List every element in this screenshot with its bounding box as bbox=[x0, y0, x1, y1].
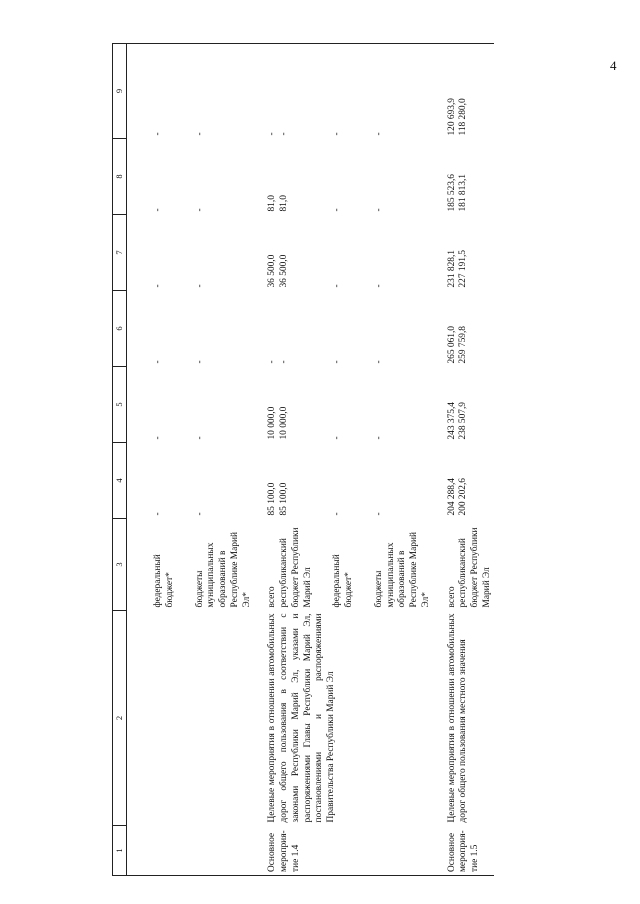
value-cell: 85 100,0 bbox=[279, 482, 289, 516]
value-cell: - bbox=[194, 284, 205, 288]
activity-label: Основное мероприя-тие 1.4 bbox=[267, 826, 432, 876]
activity-description: Целевые мероприятия в отношении автомобильных дорог общего пользования в соответствии с законами Республики Марий Эл, указами и распоряжениями Главы Республики Марий Эл, постановлениями и распоряжениями Правительства Республики Марий Эл bbox=[267, 613, 336, 823]
value-cell: 185 523,6 bbox=[446, 174, 457, 212]
value-cell: 265 061,0 bbox=[446, 326, 457, 364]
table-row bbox=[177, 44, 254, 876]
value-cell: 85 100,0 bbox=[267, 482, 278, 516]
funding-source: всего bbox=[446, 586, 457, 608]
value-cell: 81,0 bbox=[267, 195, 278, 212]
value-cell: 36 500,0 bbox=[279, 254, 289, 288]
value-cell: 81,0 bbox=[279, 195, 289, 212]
value-cell: - bbox=[332, 436, 343, 440]
funding-source: бюджеты муниципальных образований в Республике Марий Эл* bbox=[194, 531, 252, 608]
value-cell: - bbox=[194, 208, 205, 212]
column-header: 1 bbox=[113, 826, 127, 876]
value-cell: 10 000,0 bbox=[267, 406, 278, 440]
table-row bbox=[135, 44, 177, 876]
value-cell: - bbox=[153, 512, 163, 516]
column-header: 9 bbox=[113, 44, 127, 139]
activity-description: Целевые мероприятия в отношении автомобильных дорог общего пользования местного значения bbox=[446, 613, 469, 823]
value-cell: - bbox=[356, 44, 433, 139]
value-cell: 10 000,0 bbox=[279, 406, 289, 440]
value-cell: 120 693,9 bbox=[447, 44, 459, 139]
value-cell: - bbox=[194, 360, 205, 364]
table-row bbox=[447, 44, 459, 876]
column-header: 6 bbox=[113, 291, 127, 367]
value-cell: 36 500,0 bbox=[267, 254, 278, 288]
column-header: 4 bbox=[113, 443, 127, 519]
value-cell: - bbox=[373, 208, 384, 212]
funding-source: республиканский бюджет Республики Марий Эл bbox=[279, 527, 313, 608]
value-cell: - bbox=[135, 44, 177, 139]
funding-source: федеральный бюджет* bbox=[153, 554, 175, 608]
rotated-table-container bbox=[112, 44, 528, 876]
value-cell: 204 288,4 bbox=[446, 478, 457, 516]
value-cell: 227 191,5 bbox=[458, 250, 469, 288]
value-cell: - bbox=[279, 360, 289, 364]
value-cell: - bbox=[332, 512, 343, 516]
value-cell: 259 759,8 bbox=[458, 326, 469, 364]
value-cell: 238 507,9 bbox=[458, 402, 469, 440]
value-cell: - bbox=[153, 284, 163, 288]
value-cell: - bbox=[279, 44, 314, 139]
funding-source: федеральный бюджет* bbox=[332, 554, 354, 608]
value-cell: - bbox=[194, 436, 205, 440]
value-cell: - bbox=[373, 360, 384, 364]
value-cell: - bbox=[267, 44, 279, 139]
funding-source: республиканский бюджет Республики Марий Эл bbox=[458, 527, 492, 608]
value-cell: 181 813,1 bbox=[458, 174, 469, 212]
column-header: 8 bbox=[113, 139, 127, 215]
value-cell: - bbox=[153, 436, 163, 440]
page-number: 4 bbox=[610, 58, 617, 73]
column-header: 2 bbox=[113, 611, 127, 826]
value-cell: - bbox=[373, 284, 384, 288]
value-cell: - bbox=[373, 436, 384, 440]
column-header: 5 bbox=[113, 367, 127, 443]
value-cell: - bbox=[332, 360, 343, 364]
funding-source: бюджеты муниципальных образований в Республике Марий Эл* bbox=[373, 531, 431, 608]
value-cell: 243 375,4 bbox=[446, 402, 457, 440]
value-cell: 231 828,1 bbox=[446, 250, 457, 288]
value-cell: - bbox=[314, 44, 356, 139]
table-row bbox=[267, 44, 279, 876]
table-header-row bbox=[113, 44, 127, 876]
value-cell: - bbox=[194, 512, 205, 516]
value-cell: - bbox=[332, 284, 343, 288]
value-cell: - bbox=[153, 360, 163, 364]
value-cell: 118 280,0 bbox=[458, 44, 493, 139]
column-header: 3 bbox=[113, 519, 127, 611]
value-cell: - bbox=[177, 44, 254, 139]
funding-source: всего bbox=[267, 586, 278, 608]
column-header: 7 bbox=[113, 215, 127, 291]
budget-table bbox=[112, 43, 494, 876]
value-cell: - bbox=[373, 512, 384, 516]
value-cell: 200 202,6 bbox=[458, 478, 469, 516]
activity-label: Основное мероприя-тие 1.5 bbox=[447, 826, 494, 876]
value-cell: - bbox=[332, 208, 343, 212]
value-cell: - bbox=[267, 360, 278, 364]
value-cell: - bbox=[153, 208, 163, 212]
